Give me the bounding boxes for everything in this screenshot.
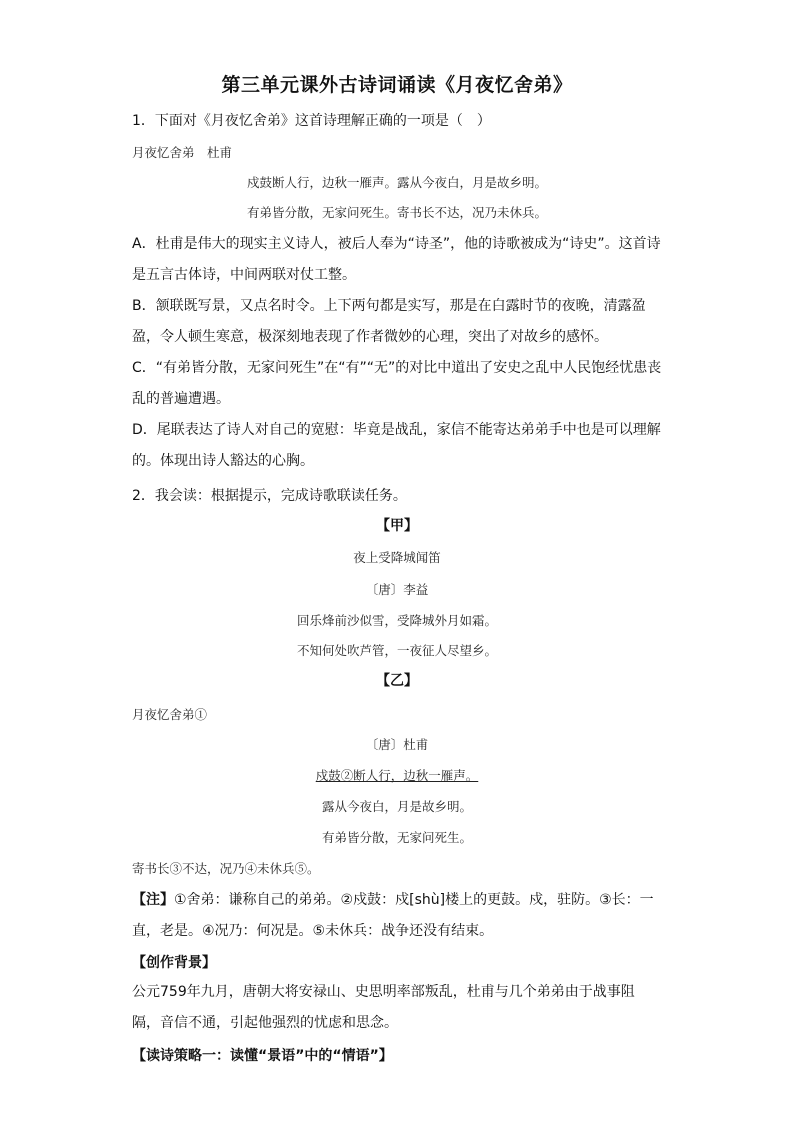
poem-1-line-2: 有弟皆分散，无家问死生。寄书长不达，况乃未休兵。 — [246, 205, 547, 220]
poem-yi-line-2: 露从今夜白，月是故乡明。 — [321, 799, 472, 814]
poem-yi-line-4: 寄书长③不达，况乃④未休兵⑤。 — [132, 861, 320, 876]
poem-jia-author: 〔唐〕李益 — [365, 582, 429, 597]
poem-yi-label: 【乙】 — [376, 673, 418, 689]
background-label: 【创作背景】 — [132, 955, 216, 971]
question-1-stem: 1．下面对《月夜忆舍弟》这首诗理解正确的一项是（ ） — [132, 113, 491, 129]
notes — [132, 885, 662, 947]
page-title: 第三单元课外古诗词诵读《月夜忆舍弟》 — [221, 74, 573, 96]
poem-jia-line-2: 不知何处吹芦管，一夜征人尽望乡。 — [296, 643, 497, 658]
question-2-stem: 2．我会读：根据提示，完成诗歌联读任务。 — [132, 488, 407, 504]
poem-yi-line-1 — [0, 766, 794, 784]
option-a: A．杜甫是伟大的现实主义诗人，被后人奉为“诗圣”，他的诗歌被成为“诗史”。这首诗是五言古体诗，中间两联对仗工整。 — [132, 236, 661, 283]
notes-label: 【注】 — [132, 892, 174, 908]
poem-1-line-1: 戍鼓断人行，边秋一雁声。露从今夜白，月是故乡明。 — [246, 175, 547, 190]
reading-strategy-heading: 【读诗策略一：读懂“景语”中的“情语”】 — [132, 1048, 393, 1064]
poem-jia-title: 夜上受降城闻笛 — [353, 550, 441, 565]
underlined-verse: 戍鼓②断人行，边秋一雁声。 — [315, 768, 479, 783]
option-c: C．“有弟皆分散，无家问死生”在“有”“无”的对比中道出了安史之乱中人民饱经忧患丧乱的普遍遭遇。 — [132, 360, 662, 407]
poem-yi-author: 〔唐〕杜甫 — [365, 737, 429, 752]
poem-jia-label: 【甲】 — [376, 518, 418, 534]
option-d: D．尾联表达了诗人对自己的宽慰：毕竟是战乱，家信不能寄达弟弟手中也是可以理解的。体现出诗人豁达的心胸。 — [132, 422, 661, 469]
poem-yi-title: 月夜忆舍弟① — [132, 707, 208, 722]
notes-text: ①舍弟：谦称自己的弟弟。②戍鼓：戍[shù]楼上的更鼓。戍，驻防。③长：一直，老是。④况乃：何况是。⑤未休兵：战争还没有结束。 — [132, 892, 654, 939]
option-b: B．颔联既写景，又点名时令。上下两句都是实写，那是在白露时节的夜晚，清露盈盈，令人顿生寒意，极深刻地表现了作者微妙的心理，突出了对故乡的感怀。 — [132, 298, 646, 345]
poem-yi-line-3: 有弟皆分散，无家问死生。 — [321, 830, 472, 845]
poem-1-title: 月夜忆舍弟 杜甫 — [132, 145, 233, 160]
background-text: 公元759年九月，唐朝大将安禄山、史思明率部叛乱，杜甫与几个弟弟由于战事阻隔，音信不通，引起他强烈的忧虑和思念。 — [132, 984, 635, 1031]
poem-jia-line-1: 回乐烽前沙似雪，受降城外月如霜。 — [296, 613, 497, 628]
